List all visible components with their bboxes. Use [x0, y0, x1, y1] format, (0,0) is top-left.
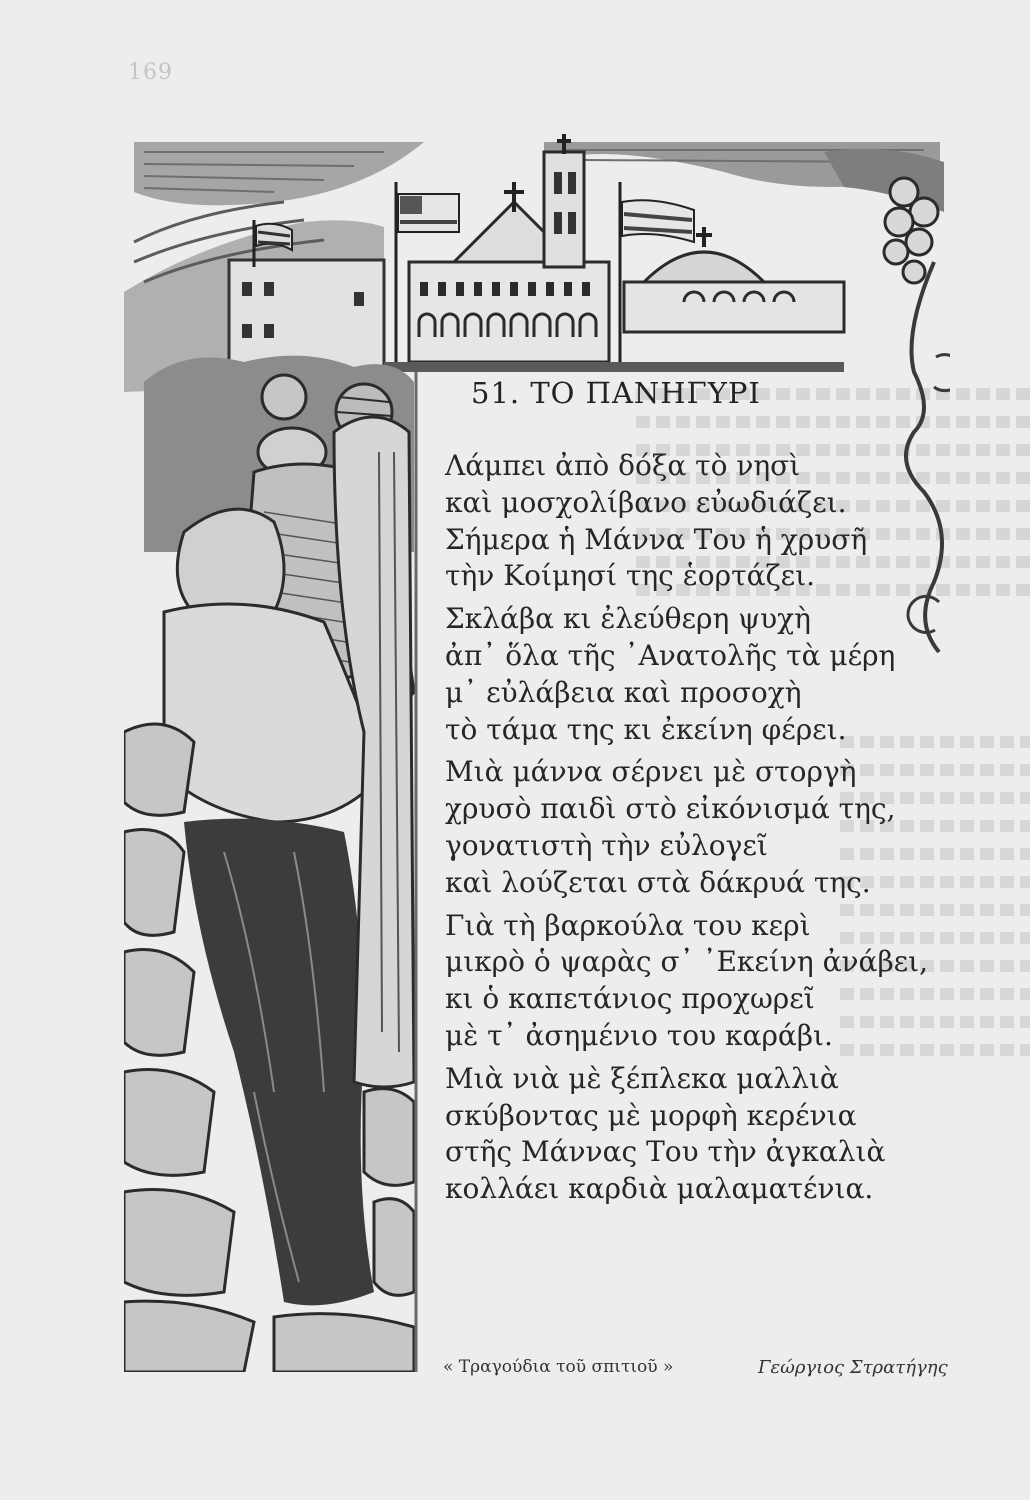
poem-line: Λάμπει ἀπὸ δόξα τὸ νησὶ — [445, 449, 801, 482]
poem-line: στῆς Μάννας Του τὴν ἀγκαλιὰ — [445, 1135, 886, 1169]
stanza — [445, 601, 945, 748]
poem-title: 51. ΤΟ ΠΑΝΗΓΥΡΙ — [471, 376, 761, 410]
church-facade — [409, 152, 609, 362]
poem-line: ἀπ᾽ ὅλα τῆς ᾽Ανατολῆς τὰ μέρη — [445, 638, 896, 672]
poem-line: καὶ μοσχολίβανο εὐωδιάζει. — [445, 485, 847, 519]
grapes-icon — [824, 149, 944, 283]
poem-line: κολλάει καρδιὰ μαλαματένια. — [445, 1172, 874, 1206]
dome-building — [624, 227, 844, 332]
poem-line: κι ὁ καπετάνιος προχωρεῖ — [445, 982, 815, 1016]
sky-hatching — [134, 142, 940, 205]
poem-line: γονατιστὴ τὴν εὐλογεῖ — [445, 828, 768, 862]
poem-line: μικρὸ ὁ ψαρὰς σ᾽ ᾽Εκείνη ἀνάβει, — [445, 945, 929, 979]
stanza — [445, 908, 945, 1055]
poem-line: καὶ λούζεται στὰ δάκρυά της. — [445, 865, 871, 899]
poem-line: μ᾽ εὐλάβεια καὶ προσοχὴ — [445, 675, 802, 709]
stanza — [445, 1061, 945, 1208]
source-citation: « Τραγούδια τοῦ σπιτιοῦ » — [443, 1357, 674, 1377]
poem-line: σκύβοντας μὲ μορφὴ κερένια — [445, 1098, 857, 1132]
poem-line: μὲ τ᾽ ἀσημένιο του καράβι. — [445, 1018, 833, 1052]
left-building — [229, 260, 384, 370]
poem-line: Γιὰ τὴ βαρκούλα του κερὶ — [445, 908, 811, 942]
poem-line: Σκλάβα κι ἐλεύθερη ψυχὴ — [445, 602, 811, 636]
poem-line: τὸ τάμα της κι ἐκείνη φέρει. — [445, 712, 847, 746]
poem-line: Σήμερα ἡ Μάννα Του ἡ χρυσῆ — [445, 522, 868, 556]
stanza — [445, 754, 945, 901]
poem-line: χρυσὸ παιδὶ στὸ εἰκόνισμά της, — [445, 792, 896, 826]
stanza — [445, 448, 945, 595]
author-name: Γεώργιος Στρατήγης — [758, 1357, 948, 1378]
poem-line: Μιὰ νιὰ μὲ ξέπλεκα μαλλιὰ — [445, 1061, 839, 1095]
poem-line: Μιὰ μάννα σέρνει μὲ στοργὴ — [445, 755, 857, 789]
page-number: 169 — [128, 60, 173, 85]
poem-line: τὴν Κοίμησί της ἑορτάζει. — [445, 559, 816, 593]
poem — [445, 376, 945, 1208]
